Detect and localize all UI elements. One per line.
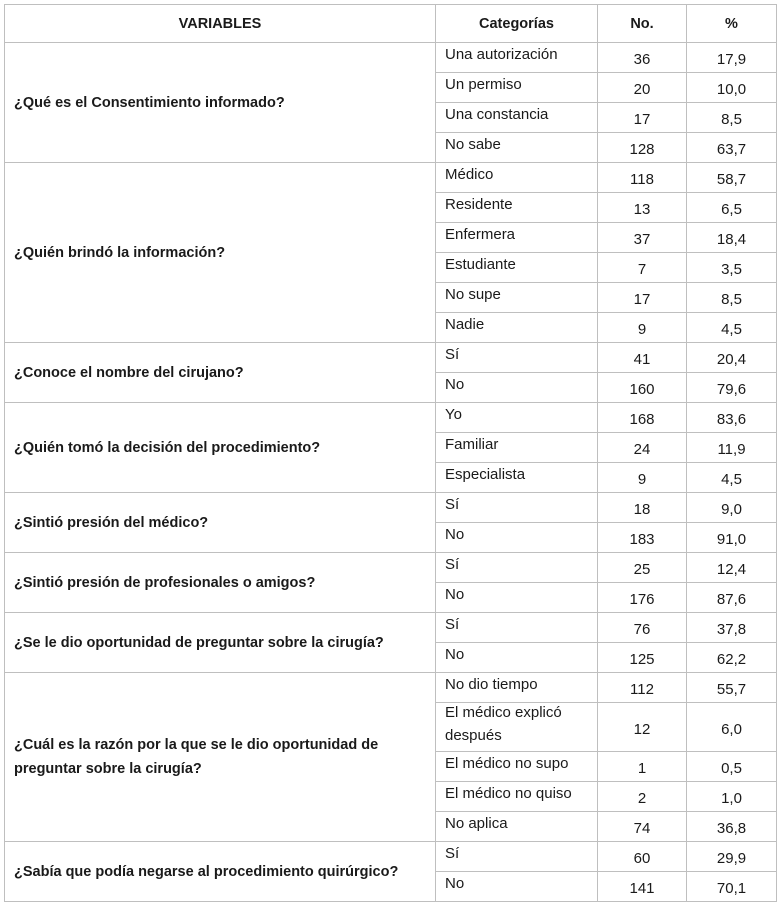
- percent-cell: 4,5: [687, 463, 777, 493]
- category-cell: [436, 493, 598, 523]
- category-label: Familiar: [445, 435, 499, 453]
- percent-cell: 3,5: [687, 253, 777, 283]
- category-cell: [436, 752, 598, 782]
- category-label: No aplica: [445, 814, 508, 832]
- table-row: [5, 673, 777, 703]
- header-categorias: Categorías: [436, 5, 598, 43]
- count-cell: 141: [598, 872, 687, 902]
- category-cell: [436, 842, 598, 872]
- category-label: No: [445, 375, 465, 393]
- percent-cell: 8,5: [687, 283, 777, 313]
- category-cell: [436, 73, 598, 103]
- percent-cell: 8,5: [687, 103, 777, 133]
- percent-cell: 70,1: [687, 872, 777, 902]
- category-cell: [436, 553, 598, 583]
- percent-cell: 87,6: [687, 583, 777, 613]
- table-row: [5, 613, 777, 643]
- count-cell: 112: [598, 673, 687, 703]
- survey-results-table: [4, 4, 777, 902]
- category-cell: [436, 103, 598, 133]
- variable-cell: ¿Cuál es la razón por la que se le dio oportunidad de preguntar sobre la cirugía?: [5, 673, 436, 842]
- table-row: [5, 403, 777, 433]
- category-cell: [436, 872, 598, 902]
- percent-cell: 18,4: [687, 223, 777, 253]
- category-label: Sí: [445, 345, 460, 363]
- category-cell: [436, 433, 598, 463]
- percent-cell: 10,0: [687, 73, 777, 103]
- variable-cell: ¿Sintió presión del médico?: [5, 493, 436, 553]
- count-cell: 9: [598, 463, 687, 493]
- percent-cell: 4,5: [687, 313, 777, 343]
- percent-cell: 37,8: [687, 613, 777, 643]
- count-cell: 9: [598, 313, 687, 343]
- category-cell: [436, 373, 598, 403]
- category-label: Enfermera: [445, 225, 516, 243]
- category-cell: [436, 463, 598, 493]
- percent-cell: 79,6: [687, 373, 777, 403]
- header-variables: VARIABLES: [5, 5, 436, 43]
- category-cell: [436, 343, 598, 373]
- category-cell: [436, 253, 598, 283]
- percent-cell: 55,7: [687, 673, 777, 703]
- category-label: Sí: [445, 555, 460, 573]
- header-row: [5, 5, 777, 43]
- category-cell: [436, 812, 598, 842]
- category-cell: [436, 703, 598, 752]
- percent-cell: 11,9: [687, 433, 777, 463]
- percent-cell: 17,9: [687, 43, 777, 73]
- category-label: No: [445, 525, 465, 543]
- count-cell: 160: [598, 373, 687, 403]
- category-cell: [436, 643, 598, 673]
- percent-cell: 58,7: [687, 163, 777, 193]
- category-cell: [436, 673, 598, 703]
- percent-cell: 1,0: [687, 782, 777, 812]
- category-label: Una constancia: [445, 105, 549, 123]
- category-cell: [436, 613, 598, 643]
- category-cell: [436, 133, 598, 163]
- count-cell: 76: [598, 613, 687, 643]
- count-cell: 36: [598, 43, 687, 73]
- category-label: Estudiante: [445, 255, 516, 273]
- category-label: Especialista: [445, 465, 526, 483]
- header-count: No.: [598, 5, 687, 43]
- count-cell: 20: [598, 73, 687, 103]
- category-label: No: [445, 874, 465, 892]
- category-label: Sí: [445, 844, 460, 862]
- count-cell: 118: [598, 163, 687, 193]
- table-row: [5, 553, 777, 583]
- category-label: Una autorización: [445, 45, 558, 63]
- count-cell: 183: [598, 523, 687, 553]
- count-cell: 1: [598, 752, 687, 782]
- table-row: [5, 842, 777, 872]
- variable-cell: ¿Sintió presión de profesionales o amigos?: [5, 553, 436, 613]
- category-label: No supe: [445, 285, 501, 303]
- percent-cell: 9,0: [687, 493, 777, 523]
- category-label: Sí: [445, 495, 460, 513]
- category-cell: [436, 223, 598, 253]
- category-cell: [436, 163, 598, 193]
- percent-cell: 20,4: [687, 343, 777, 373]
- category-label: El médico no supo: [445, 754, 569, 772]
- count-cell: 17: [598, 103, 687, 133]
- variable-cell: ¿Sabía que podía negarse al procedimiento quirúrgico?: [5, 842, 436, 902]
- category-label: No: [445, 645, 465, 663]
- category-label: Sí: [445, 615, 460, 633]
- percent-cell: 6,0: [687, 703, 777, 752]
- table-body: [5, 43, 777, 902]
- category-label: Yo: [445, 405, 462, 423]
- count-cell: 41: [598, 343, 687, 373]
- header-percent: %: [687, 5, 777, 43]
- count-cell: 37: [598, 223, 687, 253]
- count-cell: 2: [598, 782, 687, 812]
- count-cell: 176: [598, 583, 687, 613]
- category-cell: [436, 43, 598, 73]
- percent-cell: 62,2: [687, 643, 777, 673]
- category-label: Nadie: [445, 315, 485, 333]
- table-row: [5, 493, 777, 523]
- category-cell: [436, 583, 598, 613]
- percent-cell: 83,6: [687, 403, 777, 433]
- count-cell: 128: [598, 133, 687, 163]
- category-label: El médico explicó después: [445, 704, 562, 744]
- table-row: [5, 43, 777, 73]
- percent-cell: 6,5: [687, 193, 777, 223]
- count-cell: 13: [598, 193, 687, 223]
- category-cell: [436, 283, 598, 313]
- count-cell: 168: [598, 403, 687, 433]
- variable-cell: ¿Qué es el Consentimiento informado?: [5, 43, 436, 163]
- count-cell: 125: [598, 643, 687, 673]
- category-label: El médico no quiso: [445, 784, 572, 802]
- category-label: Un permiso: [445, 75, 522, 93]
- count-cell: 12: [598, 703, 687, 752]
- count-cell: 24: [598, 433, 687, 463]
- category-label: Residente: [445, 195, 513, 213]
- count-cell: 7: [598, 253, 687, 283]
- count-cell: 25: [598, 553, 687, 583]
- count-cell: 74: [598, 812, 687, 842]
- category-cell: [436, 313, 598, 343]
- percent-cell: 63,7: [687, 133, 777, 163]
- variable-cell: ¿Conoce el nombre del cirujano?: [5, 343, 436, 403]
- category-cell: [436, 193, 598, 223]
- category-label: No dio tiempo: [445, 675, 538, 693]
- variable-cell: ¿Se le dio oportunidad de preguntar sobre la cirugía?: [5, 613, 436, 673]
- category-cell: [436, 403, 598, 433]
- variable-cell: ¿Quién brindó la información?: [5, 163, 436, 343]
- count-cell: 17: [598, 283, 687, 313]
- count-cell: 18: [598, 493, 687, 523]
- category-label: No sabe: [445, 135, 501, 153]
- category-cell: [436, 523, 598, 553]
- category-label: Médico: [445, 165, 494, 183]
- percent-cell: 29,9: [687, 842, 777, 872]
- table-row: [5, 343, 777, 373]
- count-cell: 60: [598, 842, 687, 872]
- variable-cell: ¿Quién tomó la decisión del procedimiento?: [5, 403, 436, 493]
- percent-cell: 91,0: [687, 523, 777, 553]
- table-row: [5, 163, 777, 193]
- percent-cell: 12,4: [687, 553, 777, 583]
- percent-cell: 36,8: [687, 812, 777, 842]
- category-cell: [436, 782, 598, 812]
- percent-cell: 0,5: [687, 752, 777, 782]
- category-label: No: [445, 585, 465, 603]
